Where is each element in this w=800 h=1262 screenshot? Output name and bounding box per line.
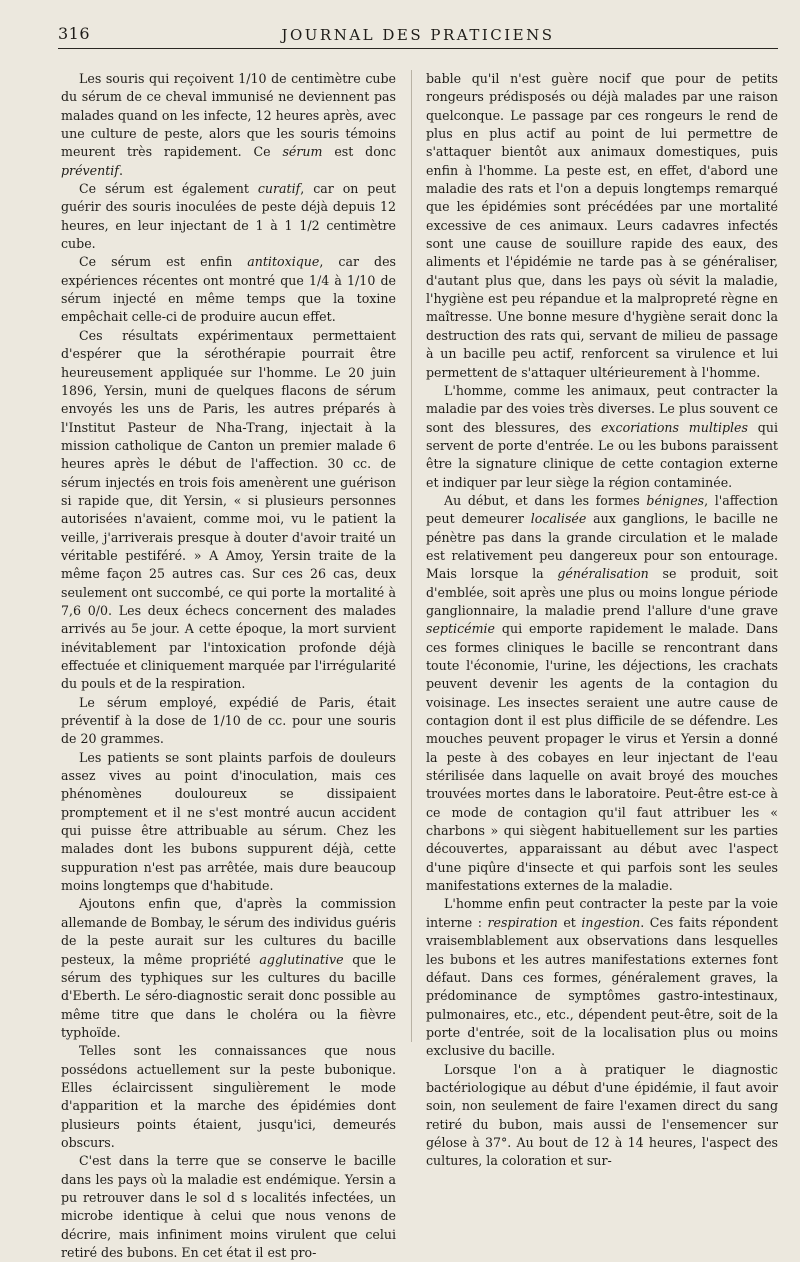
text-run: L'homme, comme les animaux, peut contracter la maladie par des voies très diverses. Le plus souvent ce sont des blessures, des [426,382,778,435]
paragraph [61,694,396,749]
italic-term: curatif [257,181,301,197]
text-run: Ajoutons enfin que, d'après la commission allemande de Bombay, le sérum des individus guéris de la peste aurait sur les cultures du bacille pesteux, la même propriété [61,896,397,967]
paragraph [426,895,778,1060]
text-run: L'homme enfin peut contracter la peste par la voie interne : [426,896,778,930]
paragraph [61,749,396,896]
paragraph [426,382,778,492]
text-run: Les patients se sont plaints parfois de douleurs assez vives au point d'inoculation, mais ces phénomènes douloureux se dissipaient promptement et il ne s'est montré aucun accident qui puisse être attribuable au sérum. Chez les malades dont les bubons suppurent déjà, cette suppuration n'est pas arrêtée, mais dure beaucoup moins longtemps que d'habitude. [61,749,396,894]
italic-term: localisée [530,511,587,527]
text-run: . Ces faits répondent vraisemblablement aux observations dans lesquelles les bubons et les autres manifestations externes font défaut. Dans ces formes, généralement graves, la prédominance de symptômes gastro-intestinaux, pulmonaires, etc., etc., dépendent peut-être, soit de la porte d'entrée, soit de la localisation plus ou moins exclusive du bacille. [426,914,778,1059]
text-run: Lorsque l'on a à pratiquer le diagnostic bactériologique au début d'une épidémie, il faut avoir soin, non seulement de faire l'examen direct du sang retiré du bubon, mais aussi de l'ensemencer sur gélose à 37°. Au bout de 12 à 14 heures, l'aspect des cultures, la coloration et sur- [426,1061,778,1169]
paragraph [426,1061,778,1171]
text-run: Ce sérum est enfin [79,254,248,270]
italic-term: antitoxique [247,254,320,270]
text-run: , car on peut guérir des souris inoculées de peste déjà depuis 12 heures, en leur injectant de 1 à 1 1/2 centimètre cube. [61,181,396,252]
italic-term: préventif [61,162,119,178]
text-run: Ce sérum est également [79,181,258,197]
paragraph [61,1042,396,1152]
text-run: bable qu'il n'est guère nocif que pour de petits rongeurs prédisposés ou déjà malades par une raison quelconque. Le passage par ces rongeurs le rend de plus en plus actif au point de lui permettre de s'attaquer bientôt aux animaux domestiques, puis enfin à l'homme. La peste est, en effet, d'abord une maladie des rats et l'on a depuis longtemps remarqué que les épidémies sont précédées par une mortalité excessive de ces animaux. Leurs cadavres infectés sont une cause de souillure rapide des eaux, des aliments et l'épidémie ne tarde pas à se généraliser, d'autant plus que, dans les pays où sévit la maladie, l'hygiène est peu répandue et la malpropreté règne en maîtresse. Une bonne mesure d'hygiène serait donc la destruction des rats qui, servant de milieu de passage à un bacille peu actif, renforcent sa virulence et lui permettent de s'attaquer ultérieurement à l'homme. [426,71,778,380]
text-run: aux ganglions, le bacille ne pénètre pas dans la grande circulation et le malade est relativement peu dangereux pour son entourage. Mais lorsque la [426,511,778,582]
italic-term: respiration [487,914,558,930]
text-run: que le sérum des typhiques sur les cultures du bacille d'Eberth. Le séro-diagnostic serait donc possible au même titre que dans le choléra ou la fièvre typhoïde. [61,951,396,1040]
page-header [58,22,778,49]
right-column [426,70,778,1171]
paragraph [61,70,396,180]
text-run: se produit, soit d'emblée, soit après une plus ou moins longue période ganglionnaire, la maladie prend l'allure d'une grave [426,566,778,618]
journal-title: JOURNAL DES PRATICIENS [281,26,555,44]
text-run: , car des expériences récentes ont montré que 1/4 à 1/10 de sérum injecté en même temps que la toxine empêchait celle-ci de produire aucun effet. [61,254,396,325]
italic-term: bénignes [646,492,705,508]
text-run: Telles sont les connaissances que nous possédons actuellement sur la peste bubonique. Elles éclaircissent singulièrement le mode d'apparition et la marche des épidémies dont plusieurs points étaient, jusqu'ici, demeurés obscurs. [61,1043,396,1150]
text-run: Ces résultats expérimentaux permettaient d'espérer que la sérothérapie pourrait être heureusement appliquée sur l'homme. Le 20 juin 1896, Yersin, muni de quelques flacons de sérum envoyés les uns de Paris, les autres préparés à l'Institut Pasteur de Nha-Trang, injectait à la mission catholique de Canton un premier malade 6 heures après le début de l'affection. 30 cc. de sérum injectés en trois fois amenèrent une guérison si rapide que, dit Yersin, « si plusieurs personnes autorisées n'avaient, comme moi, vu le patient la veille, j'arriverais presque à douter d'avoir traité un véritable pestiféré. » A Amoy, Yersin traite de la même façon 25 autres cas. Sur ces 26 cas, deux seulement ont succombé, ce qui porte la mortalité à 7,6 0/0. Les deux échecs concernent des malades arrivés au 5e jour. A cette époque, la mort survient inévitablement par l'intoxication profonde déjà effectuée et cliniquement marquée par l'irrégularité du pouls et de la respiration. [61,327,396,692]
text-run: Le sérum employé, expédié de Paris, était préventif à la dose de 1/10 de cc. pour une souris de 20 grammes. [61,694,396,747]
italic-term: ingestion [581,914,641,930]
paragraph [61,180,396,253]
paragraph [61,327,396,694]
paragraph [61,1152,396,1262]
paragraph [426,492,778,896]
text-run: Au début, et dans les formes [444,492,647,508]
text-run: est donc [322,144,396,160]
paragraph [426,70,778,382]
text-run: C'est dans la terre que se conserve le bacille dans les pays où la maladie est endémique. Yersin a pu retrouver dans le sol d s localités infectées, un microbe identique à celui que nous venons de décrire, mais infiniment moins virulent que celui retiré des bubons. En cet état il est pro- [61,1153,396,1260]
italic-term: sérum [282,144,323,160]
italic-term: généralisation [557,566,649,582]
italic-term: septicémie [426,621,495,637]
text-run: qui emporte rapidement le malade. Dans ces formes cliniques le bacille se rencontrant dans toute l'économie, l'urine, les déjections, les crachats peuvent devenir les agents de la contagion du voisinage. Les insectes seraient une autre cause de contagion dont il est plus difficile de se défendre. Les mouches peuvent propager le virus et Yersin a donné la peste à des cobayes en leur injectant de l'eau stérilisée dans laquelle on avait broyé des mouches trouvées mortes dans le laboratoire. Peut-être est-ce à ce mode de contagion qu'il faut attribuer les « charbons » qui siègent habituellement sur les parties découvertes, apparaissant au début avec l'aspect d'une piqûre d'insecte et qui parfois sont les seules manifestations externes de la maladie. [426,621,778,894]
paragraph [61,253,396,326]
italic-term: agglutinative [259,951,344,967]
text-run: et [557,914,582,930]
column-divider [411,70,412,1042]
text-run: qui servent de porte d'entrée. Le ou les bubons paraissent être la signature clinique de cette contagion externe et indiquer par leur siège la région contaminée. [426,419,779,490]
text-run: , l'affection peut demeurer [426,492,778,527]
paragraph [61,895,396,1042]
left-column [61,70,396,1262]
italic-term: excoriations multiples [600,419,748,435]
page-number: 316 [58,24,91,43]
text-run: Les souris qui reçoivent 1/10 de centimètre cube du sérum de ce cheval immunisé ne deviennent pas malades quand on les infecte, 12 heures après, avec une culture de peste, alors que les souris témoins meurent très rapidement. Ce [61,71,396,160]
text-run: . [118,162,123,178]
